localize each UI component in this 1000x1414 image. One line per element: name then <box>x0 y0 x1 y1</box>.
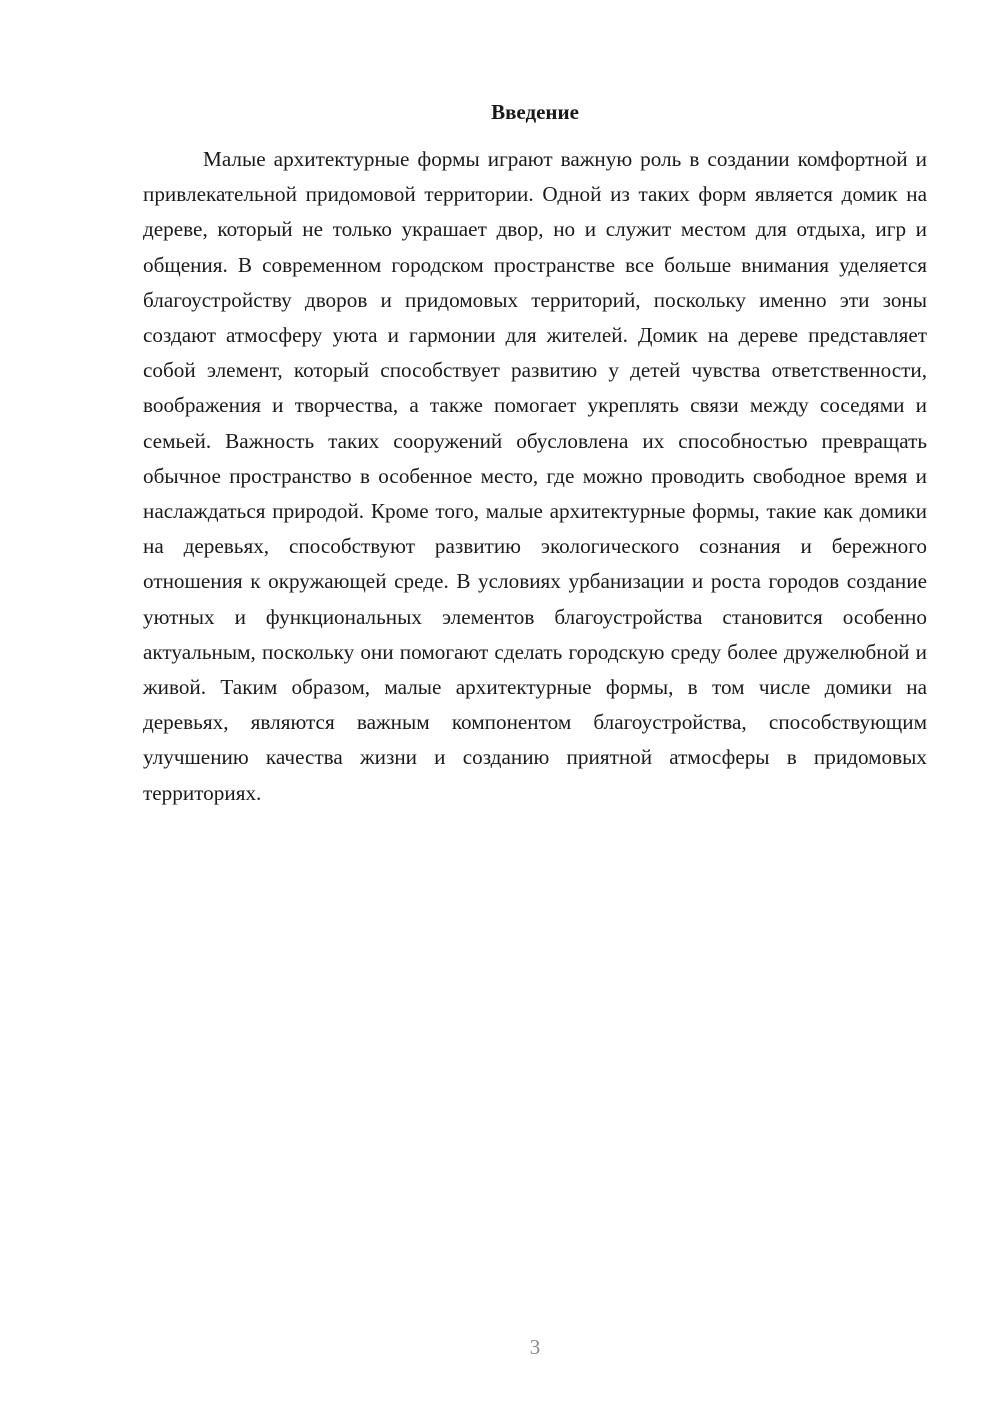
page-number: 3 <box>529 1335 541 1359</box>
section-title: Введение <box>491 100 579 124</box>
body-paragraph: Малые архитектурные формы играют важную роль в создании комфортной и привлекательной придомовой территории. Одной из таких форм является домик на дереве, который не только украшает двор, но и служит местом для отдыха, игр и общения. В современном городском пространстве все больше внимания уделяется благоустройству дворов и придомовых территорий, поскольку именно эти зоны создают атмосферу уюта и гармонии для жителей. Домик на дереве представляет собой элемент, который способствует развитию у детей чувства ответственности, воображения и творчества, а также помогает укреплять связи между соседями и семьей. Важность таких сооружений обусловлена их способностью превращать обычное пространство в особенное место, где можно проводить свободное время и наслаждаться природой. Кроме того, малые архитектурные формы, такие как домики на деревьях, способствуют развитию экологического сознания и бережного отношения к окружающей среде. В условиях урбанизации и роста городов создание уютных и функциональных элементов благоустройства становится особенно актуальным, поскольку они помогают сделать городскую среду более дружелюбной и живой. Таким образом, малые архитектурные формы, в том числе домики на деревьях, являются важным компонентом благоустройства, способствующим улучшению качества жизни и созданию приятной атмосферы в придомовых территориях. <box>143 147 927 805</box>
